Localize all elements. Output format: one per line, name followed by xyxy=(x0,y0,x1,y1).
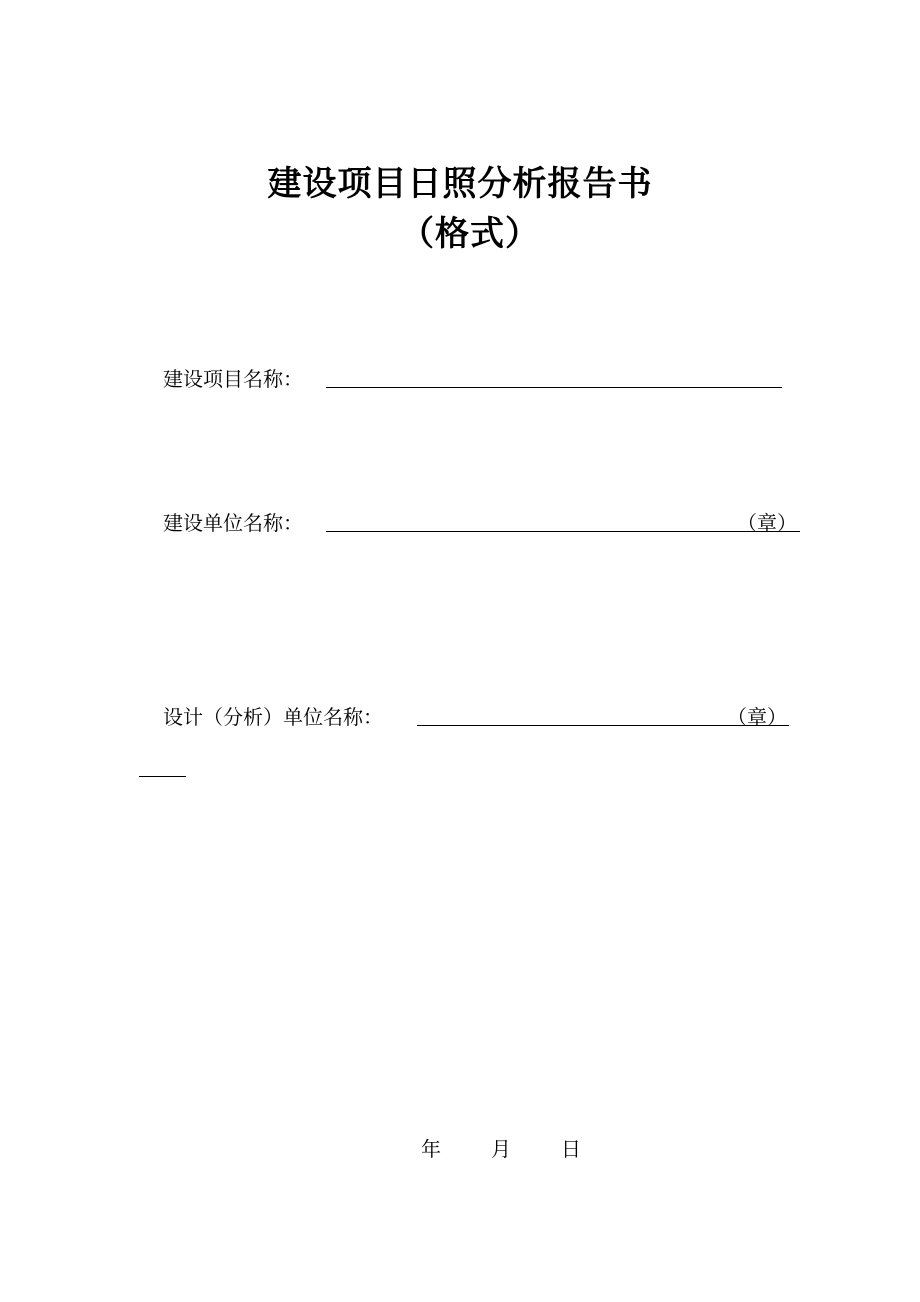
date-month-label: 月 xyxy=(491,1137,511,1161)
project-name-label: 建设项目名称： xyxy=(163,367,303,391)
builder-seal-label: （章） xyxy=(737,511,797,535)
designer-name-label: 设计（分析）单位名称： xyxy=(163,705,383,729)
date-day-label: 日 xyxy=(561,1137,581,1161)
builder-name-label: 建设单位名称： xyxy=(163,511,303,535)
designer-seal-label: （章） xyxy=(727,705,787,729)
document-subtitle: （格式） xyxy=(400,214,540,254)
project-name-input-line[interactable] xyxy=(326,387,782,388)
document-title: 建设项目日照分析报告书 xyxy=(267,164,653,204)
builder-name-input-line[interactable] xyxy=(326,531,800,532)
date-year-label: 年 xyxy=(421,1137,441,1161)
designer-name-continuation-line[interactable] xyxy=(139,776,186,777)
